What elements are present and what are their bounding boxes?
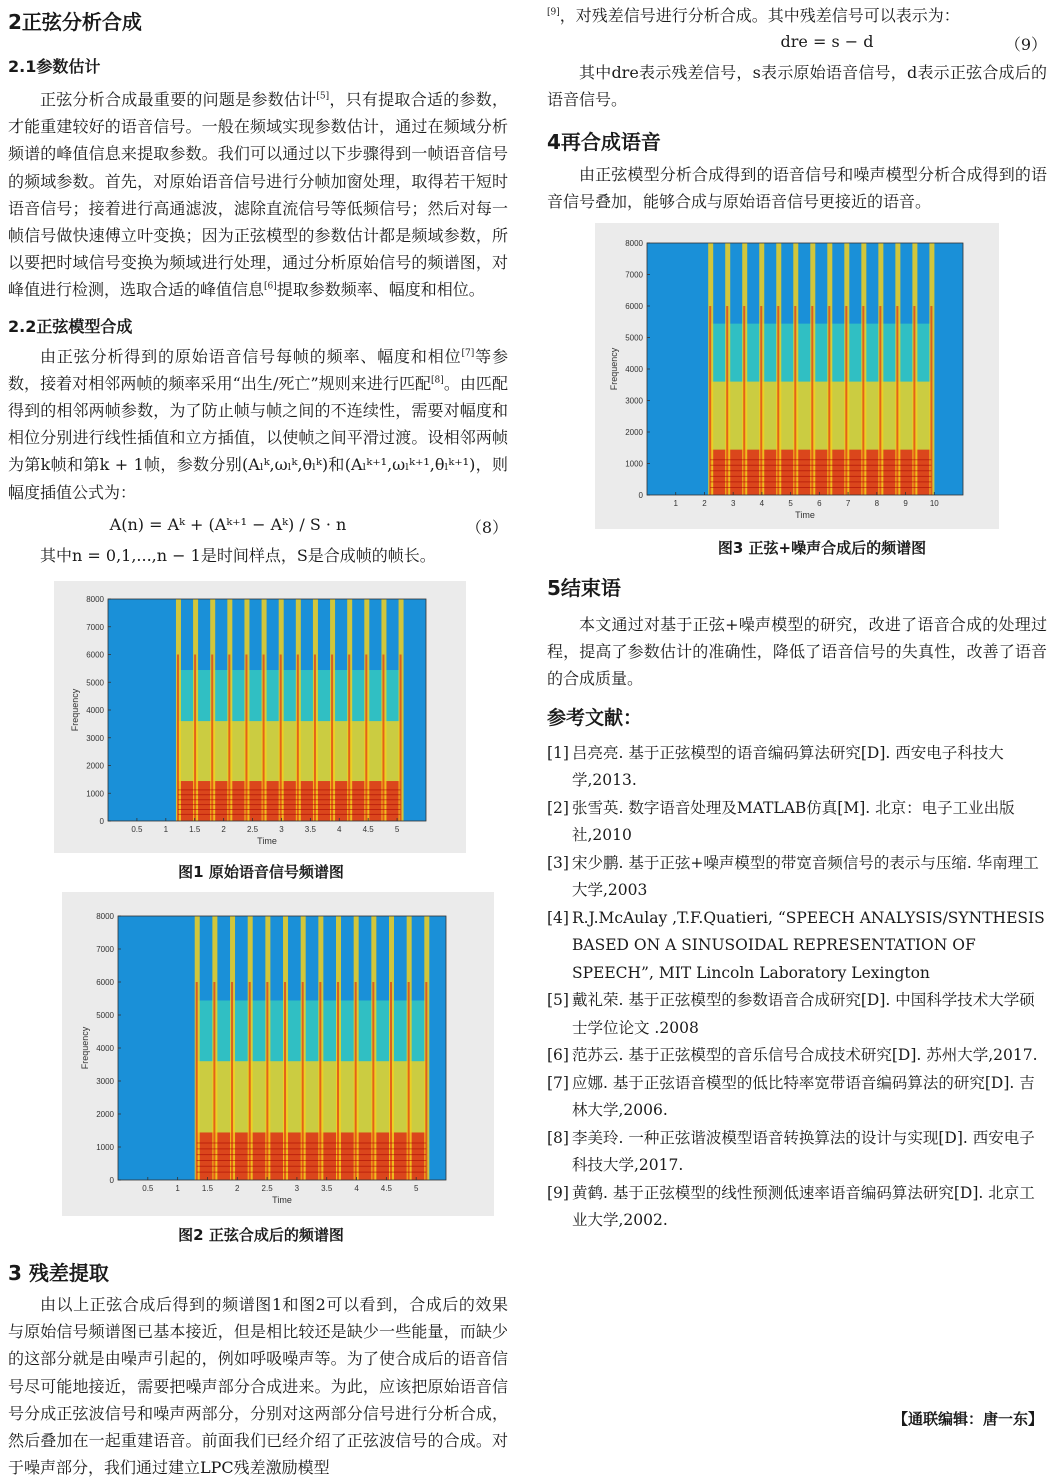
reference-number: [7] [547, 1073, 569, 1092]
figure-1-xtick-label: 4 [337, 825, 342, 835]
figure-2-xtick-label: 3.5 [321, 1184, 333, 1194]
reference-text: 宋少鹏. 基于正弦+噪声模型的带宽音频信号的表示与压缩. 华南理工大学,2003 [572, 853, 1039, 900]
reference-number: [3] [547, 853, 569, 872]
reference-number: [8] [547, 1128, 569, 1147]
figure-3-xtick-label: 9 [903, 499, 908, 509]
figure-2-xtick-label: 5 [413, 1184, 419, 1194]
figure-2-ytick-label: 2000 [96, 1110, 114, 1120]
figure-2-spectrogram [62, 892, 494, 1216]
citation-5[interactable]: [5] [316, 91, 330, 102]
figure-1-xtick-label: 4.5 [362, 825, 374, 835]
reference-item [547, 987, 1047, 1042]
figure-2-ytick-label: 1000 [96, 1143, 114, 1153]
figure-1-caption: 图1 原始语音信号频谱图 [178, 863, 344, 882]
section-5-title: 5结束语 [547, 576, 621, 601]
section-5-paragraph: 本文通过对基于正弦+噪声模型的研究，改进了语音合成的处理过程，提高了参数估计的准确性，降低了语音信号的失真性，改善了语音的合成质量。 [547, 615, 1047, 689]
reference-number: [5] [547, 991, 569, 1010]
section-3-paragraph-2: 其中dre表示残差信号，s表示原始语音信号，d表示正弦合成后的语音信号。 [547, 63, 1047, 110]
citation-8[interactable]: [8] [431, 375, 444, 386]
reference-number: [2] [547, 798, 569, 817]
reference-text: 应娜. 基于正弦语音模型的低比特率宽带语音编码算法的研究[D]. 吉林大学,2006. [572, 1073, 1035, 1120]
figure-1-xtick-label: 5 [394, 825, 400, 835]
figure-2-ytick-label: 6000 [96, 978, 114, 988]
figure-1-ytick-label: 1000 [86, 789, 104, 799]
figure-2-xtick-label: 4 [354, 1184, 359, 1194]
reference-text: 范苏云. 基于正弦模型的音乐信号合成技术研究[D]. 苏州大学,2017. [572, 1046, 1038, 1065]
figure-2-xtick-label: 2 [235, 1184, 240, 1194]
figure-1-ytick-label: 2000 [86, 761, 104, 771]
figure-2-xtick-label: 1 [175, 1184, 180, 1194]
equation-9 [547, 29, 1047, 59]
figure-3-xtick-label: 7 [845, 499, 851, 509]
figure-1-ytick-label: 3000 [86, 733, 104, 743]
figure-2-ytick-label: 4000 [96, 1044, 114, 1054]
reference-text: 戴礼荣. 基于正弦模型的参数语音合成研究[D]. 中国科学技术大学硕士学位论文 .2008 [572, 991, 1035, 1037]
figure-3 [595, 223, 1047, 529]
figure-3-spectrogram [595, 223, 999, 529]
figure-3-ytick-label: 7000 [625, 270, 643, 280]
citation-6[interactable]: [6] [264, 282, 277, 293]
figure-3-ytick-label: 3000 [625, 396, 643, 406]
figure-1-xtick-label: 3 [279, 825, 284, 835]
figure-2-xtick-label: 3 [294, 1184, 300, 1194]
section-3-paragraph-start: 由以上正弦合成后得到的频谱图1和图2可以看到，合成后的效果与原始信号频谱图已基本接近，但是相比较还是缺少一些能量，而缺少的这部分就是由噪声引起的，例如呼吸噪声等。为了使合成后的语音信号尽可能地接近，需要把噪声部分合成进来。为此，应该把原始语音信号分成正弦波信号和噪声两部分，分别对这两部分信号进行分析合成，然后叠加在一起重建语音。前面我们已经介绍了正弦波信号的合成。对于噪声部分，我们通过建立LPC残差激励模型 [8, 1295, 508, 1478]
figure-2-xtick-label: 0.5 [142, 1184, 154, 1194]
equation-8-number: （8） [465, 517, 508, 537]
reference-text: 黄鹤. 基于正弦模型的线性预测低速率语音编码算法研究[D]. 北京工业大学,2002. [572, 1183, 1035, 1230]
figure-1-ytick-label: 5000 [86, 678, 104, 688]
figure-1-ylabel: Frequency [70, 688, 80, 732]
section-2-2-title: 2.2正弦模型合成 [8, 316, 133, 336]
figure-2-xlabel: Time [272, 1195, 292, 1206]
figure-3-ytick-label: 0 [638, 491, 643, 501]
section-3-title: 3 残差提取 [8, 1261, 109, 1286]
figure-2-xtick-label: 4.5 [380, 1184, 392, 1194]
figure-1 [54, 581, 508, 853]
figure-1-ytick-label: 4000 [86, 706, 104, 716]
reference-item [547, 1180, 1047, 1235]
reference-number: [6] [547, 1046, 569, 1065]
section-4-paragraph: 由正弦模型分析合成得到的语音信号和噪声模型分析合成得到的语音信号叠加，能够合成与原始语音信号更接近的语音。 [547, 164, 1047, 211]
figure-3-xtick-label: 4 [759, 499, 765, 509]
section-2-1-paragraph: 正弦分析合成最重要的问题是参数估计[5]，只有提取合适的参数，才能重建较好的语音信号。一般在频域实现参数估计，通过在频域分析频谱的峰值信息来提取参数。我们可以通过以下步骤得到一帧语音信号的频域参数。首先，对原始语音信号进行分帧加窗处理，取得若干短时语音信号；接着进行高通滤波，滤除直流信号等低频信号；然后对每一帧信号做快速傅立叶变换；因为正弦模型的参数估计都是频域参数，所以要把时域信号变换为频域进行处理，通过分析原始信号的频谱图，对峰值进行检测，选取合适的峰值信息[6]提取参数频率、幅度和相位。 [8, 90, 508, 300]
figure-2-caption: 图2 正弦合成后的频谱图 [178, 1226, 344, 1245]
equation-8-body: A(n) = Aᵏ + (Aᵏ⁺¹ − Aᵏ) / S · n [109, 514, 347, 534]
reference-text: 吕亮亮. 基于正弦模型的语音编码算法研究[D]. 西安电子科技大学,2013. [572, 743, 1004, 790]
figure-1-xtick-label: 2 [221, 825, 226, 835]
figure-3-xtick-label: 1 [673, 499, 678, 509]
citation-7[interactable]: [7] [461, 348, 475, 359]
figure-1-xtick-label: 2.5 [246, 825, 259, 835]
section-2-title: 2正弦分析合成 [8, 10, 142, 34]
reference-item [547, 1125, 1047, 1180]
figure-3-ytick-label: 8000 [625, 239, 643, 249]
figure-2-xtick-label: 1.5 [201, 1184, 214, 1194]
figure-1-xtick-label: 3.5 [304, 825, 316, 835]
figure-1-ytick-label: 8000 [86, 595, 104, 605]
figure-3-ytick-label: 2000 [625, 428, 643, 438]
reference-text: 李美玲. 一种正弦谐波模型语音转换算法的设计与实现[D]. 西安电子科技大学,2017. [572, 1128, 1035, 1175]
figure-2-ytick-label: 5000 [96, 1011, 114, 1021]
reference-item [547, 905, 1047, 988]
figure-3-xtick-label: 8 [874, 499, 880, 509]
equation-9-body: dre = s − d [780, 32, 874, 52]
figure-2 [62, 892, 508, 1216]
reference-text: 张雪英. 数字语音处理及MATLAB仿真[M]. 北京：电子工业出版社,2010 [572, 798, 1015, 845]
reference-item [547, 1042, 1047, 1070]
section-3-paragraph-cont: [9]，对残差信号进行分析合成。其中残差信号可以表示为： [547, 6, 960, 25]
equation-8 [8, 512, 508, 542]
editor-note: 【通联编辑：唐一东】 [892, 1410, 1043, 1428]
equation-9-number: （9） [1004, 35, 1047, 55]
left-column [8, 0, 508, 1481]
figure-2-ytick-label: 3000 [96, 1077, 114, 1087]
reference-item [547, 1070, 1047, 1125]
figure-3-xtick-label: 3 [730, 499, 736, 509]
equation-8-explanation: 其中n = 0,1,...,n − 1是时间样点，S是合成帧的帧长。 [40, 545, 436, 565]
figure-3-ytick-label: 6000 [625, 302, 643, 312]
reference-number: [1] [547, 743, 569, 762]
figure-3-xtick-label: 10 [929, 499, 939, 509]
figure-3-xtick-label: 6 [817, 499, 822, 509]
section-4-title: 4再合成语音 [547, 129, 661, 154]
figure-1-xtick-label: 0.5 [131, 825, 143, 835]
reference-item [547, 850, 1047, 905]
references-title: 参考文献： [547, 706, 643, 729]
figure-1-xlabel: Time [257, 836, 277, 847]
reference-number: [4] [547, 908, 569, 927]
figure-2-ylabel: Frequency [80, 1026, 90, 1070]
figure-1-spectrogram [54, 581, 466, 853]
figure-3-xtick-label: 2 [702, 499, 707, 509]
figure-3-xtick-label: 5 [788, 499, 793, 509]
figure-3-caption: 图3 正弦+噪声合成后的频谱图 [717, 539, 927, 558]
figure-1-ytick-label: 6000 [86, 650, 104, 660]
figure-2-xtick-label: 2.5 [261, 1184, 273, 1194]
figure-1-xtick-label: 1 [163, 825, 169, 835]
reference-number: [9] [547, 1183, 569, 1202]
reference-item [547, 740, 1047, 795]
reference-text: R.J.McAulay ,T.F.Quatieri, “SPEECH ANALYSIS/SYNTHESIS BASED ON A SINUSOIDAL REPRESENTATION OF SPEECH”, MIT Lincoln Laboratory Lexington [572, 908, 1045, 982]
figure-2-ytick-label: 8000 [96, 912, 114, 922]
figure-3-ytick-label: 5000 [625, 333, 643, 343]
figure-3-ytick-label: 4000 [625, 365, 643, 375]
section-2-1-title: 2.1参数估计 [8, 57, 101, 76]
citation-9[interactable]: [9] [547, 7, 560, 18]
figure-3-ylabel: Frequency [609, 347, 619, 391]
figure-1-ytick-label: 0 [99, 817, 104, 827]
section-2-2-paragraph: 由正弦分析得到的原始语音信号每帧的频率、幅度和相位[7]等参数，接着对相邻两帧的频率采用“出生/死亡”规则来进行匹配[8]。由匹配得到的相邻两帧参数，为了防止帧与帧之间的不连续性，需要对幅度和相位分别进行线性插值和立方插值，以使帧之间平滑过渡。设相邻两帧为第k帧和第k + 1帧，参数分别(Aₗᵏ,ωₗᵏ,θₗᵏ)和(Aₗᵏ⁺¹,ωₗᵏ⁺¹,θₗᵏ⁺¹)，则幅度插值公式为： [8, 346, 508, 502]
references-list [547, 740, 1047, 1235]
figure-1-ytick-label: 7000 [86, 622, 104, 632]
figure-3-xlabel: Time [795, 510, 815, 521]
right-column [547, 0, 1047, 1235]
figure-1-xtick-label: 1.5 [189, 825, 201, 835]
figure-3-ytick-label: 1000 [625, 459, 643, 469]
figure-2-ytick-label: 0 [109, 1176, 114, 1186]
figure-2-ytick-label: 7000 [96, 945, 114, 955]
reference-item [547, 795, 1047, 850]
